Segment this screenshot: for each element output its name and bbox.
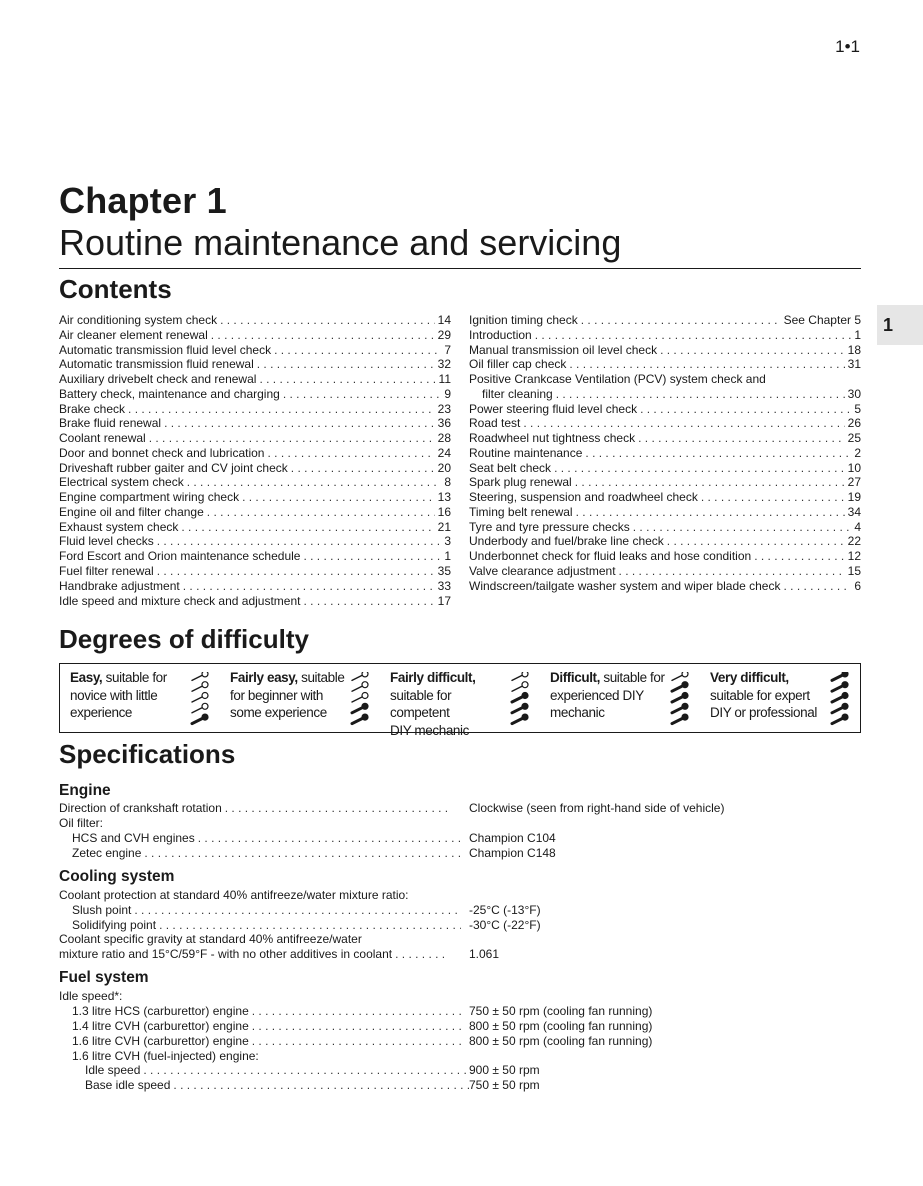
difficulty-heading: Degrees of difficulty xyxy=(59,624,309,654)
spanner-glyph xyxy=(192,714,208,724)
toc-item[interactable]: Engine compartment wiring check . . . 13 xyxy=(59,490,451,505)
spec-row: HCS and CVH engines . . . Champion C104 xyxy=(59,831,861,846)
toc-item[interactable]: Electrical system check . . . 8 xyxy=(59,475,451,490)
spec-row: Zetec engine . . . Champion C148 xyxy=(59,846,861,861)
fuel-heading: Fuel system xyxy=(59,969,149,986)
toc-item[interactable]: Battery check, maintenance and charging . . . 9 xyxy=(59,387,451,402)
toc-item[interactable]: Fluid level checks . . . 3 xyxy=(59,534,451,549)
cooling-heading: Cooling system xyxy=(59,868,175,885)
title-divider xyxy=(59,268,861,269)
spec-row: Coolant protection at standard 40% antifreeze/water mixture ratio: xyxy=(59,888,409,902)
contents-heading: Contents xyxy=(59,274,172,304)
contents-list-right xyxy=(469,313,861,594)
spanner-icon xyxy=(348,672,370,726)
toc-item[interactable]: Timing belt renewal . . . 34 xyxy=(469,505,861,520)
toc-item[interactable]: Introduction . . . 1 xyxy=(469,328,861,343)
spec-row: Direction of crankshaft rotation . . . Clockwise (seen from right-hand side of vehicle) xyxy=(59,801,861,816)
specifications-heading: Specifications xyxy=(59,739,236,769)
spec-row: Slush point . . . -25°C (-13°F) xyxy=(59,903,861,918)
toc-item[interactable]: Manual transmission oil level check . . . 18 xyxy=(469,343,861,358)
spanner-glyph xyxy=(352,714,368,724)
toc-item[interactable]: Roadwheel nut tightness check . . . 25 xyxy=(469,431,861,446)
toc-item[interactable]: Engine oil and filter change . . . 16 xyxy=(59,505,451,520)
spanner-glyph xyxy=(672,714,688,724)
toc-item[interactable]: Power steering fluid level check . . . 5 xyxy=(469,402,861,417)
spanner-glyph xyxy=(512,714,528,724)
spanner-glyph xyxy=(192,672,208,680)
toc-item[interactable]: Ignition timing check . . . See Chapter 5 xyxy=(469,313,861,328)
toc-item[interactable]: Valve clearance adjustment . . . 15 xyxy=(469,564,861,579)
spanner-glyph xyxy=(832,703,848,713)
difficulty-fairly-easy: Fairly easy, suitable for beginner with some experience xyxy=(220,664,380,732)
spanner-glyph xyxy=(352,703,368,713)
difficulty-fairly-difficult: Fairly difficult, suitable for competent DIY mechanic xyxy=(380,664,540,732)
spanner-icon xyxy=(828,672,850,726)
spec-row: Idle speed . . . 900 ± 50 rpm xyxy=(59,1063,861,1078)
spanner-glyph xyxy=(512,703,528,713)
spanner-glyph xyxy=(512,693,528,703)
toc-item[interactable]: Exhaust system check . . . 21 xyxy=(59,520,451,535)
chapter-title: Routine maintenance and servicing xyxy=(59,222,622,263)
spanner-glyph xyxy=(352,682,368,692)
toc-item[interactable]: Seat belt check . . . 10 xyxy=(469,461,861,476)
toc-item[interactable]: Underbody and fuel/brake line check . . . 22 xyxy=(469,534,861,549)
toc-item[interactable]: Underbonnet check for fluid leaks and hose condition . . . 12 xyxy=(469,549,861,564)
toc-item[interactable]: Driveshaft rubber gaiter and CV joint check . . . 20 xyxy=(59,461,451,476)
toc-item[interactable]: Automatic transmission fluid renewal . . . 32 xyxy=(59,357,451,372)
spanner-glyph xyxy=(832,672,848,680)
toc-item[interactable]: Ford Escort and Orion maintenance schedule . . . 1 xyxy=(59,549,451,564)
chapter-tab[interactable]: 1 xyxy=(877,305,923,345)
spanner-glyph xyxy=(672,703,688,713)
spanner-glyph xyxy=(352,672,368,680)
spanner-glyph xyxy=(672,682,688,692)
spanner-glyph xyxy=(192,682,208,692)
contents-list-left xyxy=(59,313,451,608)
difficulty-difficult: Difficult, suitable for experienced DIY mechanic xyxy=(540,664,700,732)
toc-item[interactable]: Brake check . . . 23 xyxy=(59,402,451,417)
toc-item[interactable]: Brake fluid renewal . . . 36 xyxy=(59,416,451,431)
spec-row: mixture ratio and 15°C/59°F - with no other additives in coolant . . . 1.061 xyxy=(59,947,861,962)
toc-item[interactable]: Air cleaner element renewal . . . 29 xyxy=(59,328,451,343)
spanner-glyph xyxy=(192,703,208,713)
difficulty-easy: Easy, suitable for novice with little experience xyxy=(60,664,220,732)
spec-row: Base idle speed . . . 750 ± 50 rpm xyxy=(59,1078,861,1093)
toc-item[interactable]: Air conditioning system check . . . 14 xyxy=(59,313,451,328)
difficulty-legend xyxy=(59,663,861,738)
spanner-icon xyxy=(668,672,690,726)
toc-item[interactable]: Coolant renewal . . . 28 xyxy=(59,431,451,446)
spanner-glyph xyxy=(832,682,848,692)
toc-item[interactable]: Auxiliary drivebelt check and renewal . . . 11 xyxy=(59,372,451,387)
toc-item[interactable]: Idle speed and mixture check and adjustment . . . 17 xyxy=(59,594,451,609)
spec-row: Coolant specific gravity at standard 40% antifreeze/water xyxy=(59,932,362,946)
toc-item[interactable]: Door and bonnet check and lubrication . . . 24 xyxy=(59,446,451,461)
chapter-heading: Chapter 1 xyxy=(59,180,227,221)
spanner-icon xyxy=(508,672,530,726)
toc-item-continuation[interactable]: filter cleaning . . . 30 xyxy=(469,387,861,402)
spec-row: Solidifying point . . . -30°C (-22°F) xyxy=(59,918,861,933)
page-number: 1•1 xyxy=(835,37,860,56)
toc-item[interactable]: Automatic transmission fluid level check . . . 7 xyxy=(59,343,451,358)
spanner-glyph xyxy=(672,693,688,703)
spec-row: 1.6 litre CVH (fuel-injected) engine: xyxy=(72,1049,259,1063)
toc-item[interactable]: Routine maintenance . . . 2 xyxy=(469,446,861,461)
spanner-glyph xyxy=(192,693,208,703)
toc-item[interactable]: Positive Crankcase Ventilation (PCV) system check and xyxy=(469,372,766,387)
spec-row: 1.4 litre CVH (carburettor) engine . . . 800 ± 50 rpm (cooling fan running) xyxy=(59,1019,861,1034)
difficulty-very-difficult: Very difficult, suitable for expert DIY or professional xyxy=(700,664,860,732)
spec-row: 1.3 litre HCS (carburettor) engine . . . 750 ± 50 rpm (cooling fan running) xyxy=(59,1004,861,1019)
toc-item[interactable]: Tyre and tyre pressure checks . . . 4 xyxy=(469,520,861,535)
spanner-glyph xyxy=(512,672,528,680)
engine-heading: Engine xyxy=(59,782,111,799)
toc-item[interactable]: Windscreen/tailgate washer system and wiper blade check . . . 6 xyxy=(469,579,861,594)
spec-row: Idle speed*: xyxy=(59,989,123,1003)
spec-row: 1.6 litre CVH (carburettor) engine . . . 800 ± 50 rpm (cooling fan running) xyxy=(59,1034,861,1049)
toc-item[interactable]: Spark plug renewal . . . 27 xyxy=(469,475,861,490)
toc-item[interactable]: Handbrake adjustment . . . 33 xyxy=(59,579,451,594)
spanner-icon xyxy=(188,672,210,726)
toc-item[interactable]: Fuel filter renewal . . . 35 xyxy=(59,564,451,579)
toc-item[interactable]: Oil filler cap check . . . 31 xyxy=(469,357,861,372)
spanner-glyph xyxy=(832,693,848,703)
spanner-glyph xyxy=(672,672,688,680)
spanner-glyph xyxy=(832,714,848,724)
toc-item[interactable]: Steering, suspension and roadwheel check . . . 19 xyxy=(469,490,861,505)
spanner-glyph xyxy=(512,682,528,692)
toc-item[interactable]: Road test . . . 26 xyxy=(469,416,861,431)
spec-row: Oil filter: xyxy=(59,816,104,830)
spanner-glyph xyxy=(352,693,368,703)
